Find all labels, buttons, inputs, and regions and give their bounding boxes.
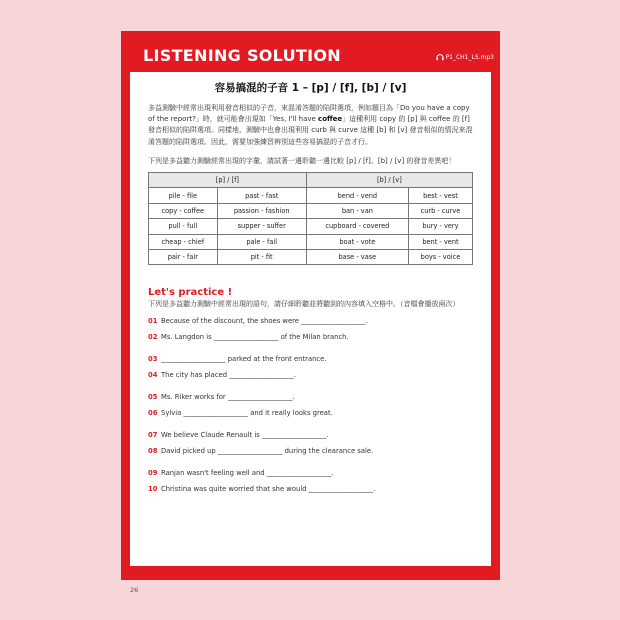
table-cell: copy - coffee xyxy=(149,203,218,218)
table-cell: cupboard - covered xyxy=(306,219,408,234)
headphones-icon xyxy=(436,53,444,61)
table-row xyxy=(149,249,473,264)
page-frame xyxy=(121,31,500,580)
question-number: 10 xyxy=(148,485,158,494)
question-list xyxy=(148,317,473,493)
question-item xyxy=(148,393,473,401)
table-cell: cheap - chief xyxy=(149,234,218,249)
question-item xyxy=(148,371,473,379)
intro-text-b: 」這種利用 copy 的 [p] 與 coffee 的 [f] 發音相似的陷阱選項。同樣地，測驗中也會出現利用 curb 與 curve 這種 [b] 和 [v] 發音相似的情況來混淆答題的陷阱選項。因此，需要加強練習辨別這些容易搞混的子音才行。 xyxy=(148,115,473,146)
table-row xyxy=(149,203,473,218)
table-header-pf: [p] / [f] xyxy=(149,173,307,188)
question-number: 08 xyxy=(148,447,158,456)
table-cell: pit - fit xyxy=(217,249,306,264)
question-item xyxy=(148,447,473,455)
table-cell: curb - curve xyxy=(408,203,472,218)
question-text: We believe Claude Renault is ___________________. xyxy=(161,431,329,440)
question-item xyxy=(148,409,473,417)
question-text: The city has placed ___________________. xyxy=(161,371,296,380)
question-text: ___________________ parked at the front entrance. xyxy=(161,355,327,364)
table-cell: boat - vote xyxy=(306,234,408,249)
audio-filename: P1_CH1_LS.mp3 xyxy=(445,53,494,61)
question-text: Because of the discount, the shoes were ___________________. xyxy=(161,317,368,326)
question-item xyxy=(148,431,473,439)
table-cell: bend - vend xyxy=(306,188,408,203)
question-text: David picked up ___________________ during the clearance sale. xyxy=(161,447,374,456)
question-number: 01 xyxy=(148,317,158,326)
word-pairs-table xyxy=(148,172,473,265)
table-header-bv: [b] / [v] xyxy=(306,173,472,188)
question-item xyxy=(148,317,473,325)
question-number: 02 xyxy=(148,333,158,342)
question-item xyxy=(148,355,473,363)
intro-bold-word: coffee xyxy=(318,115,343,124)
table-cell: pull - full xyxy=(149,219,218,234)
table-cell: best - vest xyxy=(408,188,472,203)
question-text: Sylvia ___________________ and it really looks great. xyxy=(161,409,333,418)
practice-instruction: 下列是多益聽力測驗中經常出現的語句，請仔細聆聽並將聽到的內容填入空格中。（音檔會播放兩次） xyxy=(148,300,460,309)
section-title: 容易搞混的子音 1 – [p] / [f], [b] / [v] xyxy=(214,82,407,94)
intro-paragraph xyxy=(148,103,473,148)
table-header-row xyxy=(149,173,473,188)
page-title: LISTENING SOLUTION xyxy=(143,46,341,65)
question-item xyxy=(148,333,473,341)
table-instruction: 下列是多益聽力測驗經常出現的字彙，請試著一邊聆聽一邊比較 [p] / [f]、[b] / [v] 的發音差異吧！ xyxy=(148,156,456,165)
question-number: 06 xyxy=(148,409,158,418)
table-cell: pair - fair xyxy=(149,249,218,264)
table-row xyxy=(149,219,473,234)
table-cell: past - fast xyxy=(217,188,306,203)
page-number: 26 xyxy=(130,586,139,594)
question-text: Ms. Langdon is ___________________ of the Milan branch. xyxy=(161,333,349,342)
practice-title: Let's practice ! xyxy=(148,287,233,299)
table-cell: pale - fail xyxy=(217,234,306,249)
audio-track[interactable] xyxy=(436,53,494,61)
table-cell: pile - file xyxy=(149,188,218,203)
table-cell: boys - voice xyxy=(408,249,472,264)
table-cell: supper - suffer xyxy=(217,219,306,234)
table-row xyxy=(149,188,473,203)
question-number: 03 xyxy=(148,355,158,364)
question-item xyxy=(148,469,473,477)
content-panel xyxy=(130,72,491,566)
table-cell: bent - vent xyxy=(408,234,472,249)
question-number: 07 xyxy=(148,431,158,440)
table-cell: passion - fashion xyxy=(217,203,306,218)
table-cell: base - vase xyxy=(306,249,408,264)
question-number: 04 xyxy=(148,371,158,380)
question-text: Ms. Riker works for ___________________. xyxy=(161,393,295,402)
question-number: 09 xyxy=(148,469,158,478)
question-number: 05 xyxy=(148,393,158,402)
table-cell: ban - van xyxy=(306,203,408,218)
table-row xyxy=(149,234,473,249)
intro-text-a: 多益測驗中經常出現利用發音相似的子音，來混淆答題的陷阱選項，例如題目為「Do you have a copy of the report?」時，就可能會出現如「Yes, I'll have xyxy=(148,104,470,124)
question-text: Ranjan wasn't feeling well and ___________________. xyxy=(161,469,334,478)
question-text: Christina was quite worried that she would ___________________. xyxy=(161,485,376,494)
table-cell: bury - very xyxy=(408,219,472,234)
question-item xyxy=(148,485,473,493)
